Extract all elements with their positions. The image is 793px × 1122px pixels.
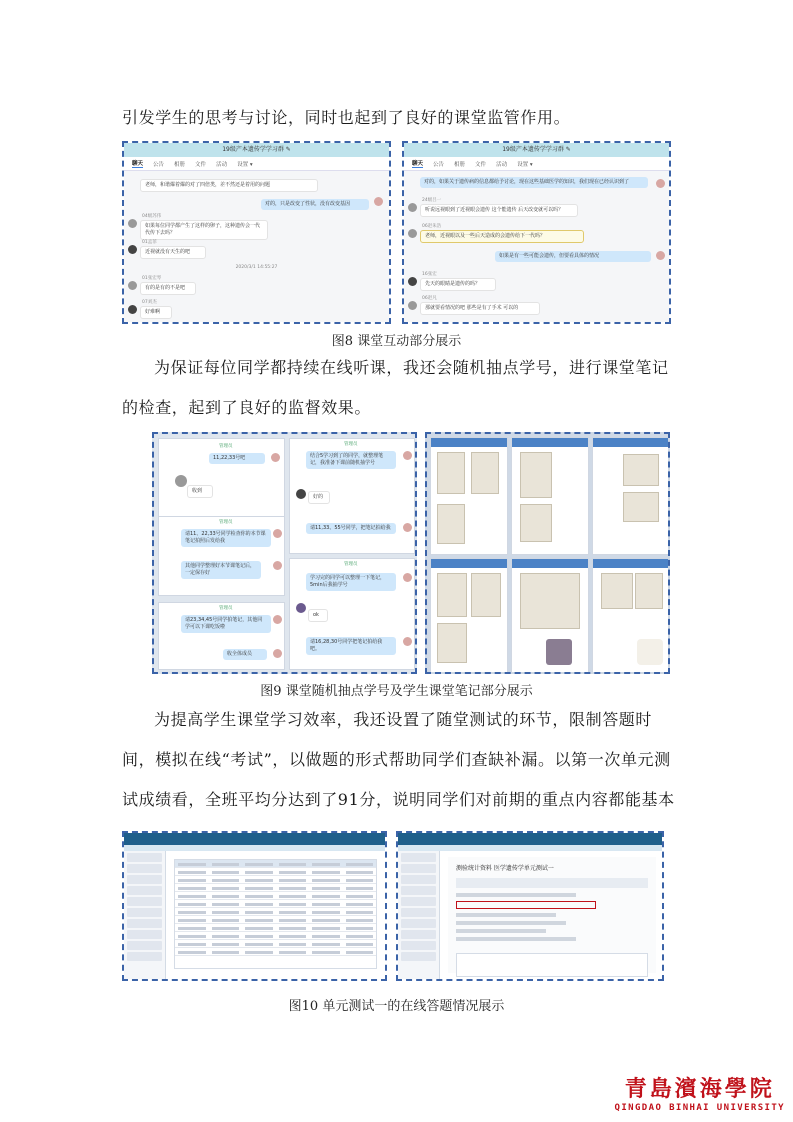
note-photo	[601, 573, 633, 609]
table-row[interactable]	[175, 932, 376, 940]
chat-title: 19级产本遗传学学习群 ✎	[404, 143, 669, 157]
chat-bubble: 11,22,33号吧	[209, 453, 265, 464]
chat-bubble: 对的，只是改变了性状，没有改变基因	[261, 199, 369, 210]
chat-bubble: 那就要看情况的吧 那些是有了手术 可以的	[420, 302, 540, 315]
notes-screenshot	[592, 558, 669, 673]
sender-name: 06赵朱浩	[422, 224, 442, 229]
tab-activity[interactable]: 活动	[496, 161, 508, 168]
avatar	[273, 561, 282, 570]
avatar	[128, 281, 137, 290]
chat-bubble: 学习完的同学可以整理一下笔记，5min后我抽学号	[306, 573, 396, 591]
chat-bubble: 请11,33、55号同学，把笔记拍给我	[306, 523, 396, 534]
table-row[interactable]	[175, 868, 376, 876]
avatar	[374, 197, 383, 206]
figure8-caption: 图8 课堂互动部分展示	[331, 334, 462, 349]
chat-bubble: ok	[308, 609, 328, 622]
tab-notice[interactable]: 公告	[433, 161, 445, 168]
notes-screenshot	[511, 437, 589, 555]
note-photo	[623, 492, 659, 522]
table-header	[175, 860, 376, 868]
logo-english-name: QINGDAO BINHAI UNIVERSITY	[614, 1103, 785, 1113]
notes-screenshot	[430, 437, 508, 555]
figure8-left-chat	[122, 141, 391, 324]
note-photo	[623, 454, 659, 486]
figure10-left-quiz-list	[122, 831, 387, 981]
table-row[interactable]	[175, 924, 376, 932]
logo-chinese-name: 青島濱海學院	[624, 1076, 775, 1102]
system-sidebar	[398, 851, 440, 979]
chat-screenshot	[158, 516, 285, 596]
chat-bubble: 有的是有的不是吧	[140, 282, 196, 295]
table-row[interactable]	[175, 876, 376, 884]
chat-bubble: 对的，如果关于遗传病的信息都给予讨论，现在这些基础医学的知识，我们现在已经认识到了	[420, 177, 648, 188]
avatar	[273, 529, 282, 538]
chat-bubble: 请11、22,33号同学检查你的本节课笔记拍照后发给我	[181, 529, 271, 547]
avatar	[128, 219, 137, 228]
photo-thumbnail	[546, 639, 572, 665]
paragraph-intro-end: 引发学生的思考与讨论，同时也起到了良好的课堂监管作用。	[122, 108, 571, 127]
note-photo	[471, 452, 499, 494]
chat-tabs	[404, 157, 669, 171]
notes-screenshot	[592, 437, 669, 555]
avatar	[128, 245, 137, 254]
avatar	[408, 301, 417, 310]
chat-messages	[404, 171, 669, 322]
figure9-caption: 图9 课堂随机抽点学号及学生课堂笔记部分展示	[260, 684, 533, 699]
average-score-highlight	[456, 901, 596, 909]
system-sidebar	[124, 851, 166, 979]
avatar	[408, 277, 417, 286]
system-header	[124, 833, 385, 845]
sender-name: 01张宏琴	[142, 276, 162, 281]
sender-name: 01孟菲	[142, 240, 157, 245]
figure9-right-collage	[425, 432, 670, 674]
chat-bubble: 结合5学习到了的同学，就整理笔记，我准备下课前随机抽学号	[306, 451, 396, 469]
chat-messages	[124, 171, 389, 322]
avatar	[403, 451, 412, 460]
admin-tag: 管理员	[219, 444, 233, 449]
note-photo	[471, 573, 501, 617]
table-row[interactable]	[175, 948, 376, 956]
avatar	[403, 523, 412, 532]
chat-bubble: 听说远视眼到了近视眼会遗传 这个能遗传 后天改变就可以吗？	[420, 204, 578, 217]
notes-screenshot	[511, 558, 589, 673]
avatar	[273, 615, 282, 624]
university-logo	[615, 1072, 785, 1113]
chat-bubble: 请16,28,30号同学把笔记拍给我吧。	[306, 637, 396, 655]
tab-settings[interactable]: 设置 ▾	[237, 161, 253, 168]
figure8-right-chat	[402, 141, 671, 324]
tab-activity[interactable]: 活动	[216, 161, 228, 168]
avatar	[175, 475, 187, 487]
note-photo	[437, 623, 467, 663]
chat-bubble: 老师，和谐爆着爆的对了四倍类，差不然还是着用的问题	[140, 179, 318, 192]
chat-bubble: 收到	[187, 485, 213, 498]
chat-bubble: 如果每位同学都产生了这样的卵子，这种遗传会一代代传下去吗？	[140, 220, 268, 240]
chat-bubble: 其他同学整理好本节课笔记后，一定保存好	[181, 561, 261, 579]
tab-settings[interactable]: 设置 ▾	[517, 161, 533, 168]
avatar	[408, 229, 417, 238]
note-photo	[520, 573, 580, 629]
avatar	[656, 251, 665, 260]
figure10-right-quiz-stats	[396, 831, 664, 981]
sender-name: 16张宏	[422, 272, 437, 277]
chat-bubble: 收全体成员	[223, 649, 267, 660]
chat-title: 19级产本遗传学学习群 ✎	[124, 143, 389, 157]
tab-chat[interactable]: 聊天	[132, 161, 144, 167]
sticker-icon	[637, 639, 663, 665]
avatar	[273, 649, 282, 658]
table-row[interactable]	[175, 908, 376, 916]
avatar	[271, 453, 280, 462]
chat-bubble: 好难啊	[140, 306, 172, 319]
chat-bubble: 好的	[308, 491, 330, 504]
chat-tabs	[124, 157, 389, 171]
note-photo	[635, 573, 663, 609]
figure10-caption: 图10 单元测试一的在线答题情况展示	[288, 999, 505, 1014]
tab-notice[interactable]: 公告	[153, 161, 165, 168]
avatar	[656, 179, 665, 188]
avatar	[403, 637, 412, 646]
question-panel	[456, 953, 648, 977]
admin-tag: 管理员	[219, 520, 233, 525]
chat-bubble: 先天的眼睛是遗传的吗？	[420, 278, 496, 291]
chat-bubble: 近视就没有天生的吧	[140, 246, 206, 259]
avatar	[403, 573, 412, 582]
tab-chat[interactable]: 聊天	[412, 161, 424, 167]
note-photo	[437, 573, 467, 617]
table-row[interactable]	[175, 884, 376, 892]
note-photo	[437, 504, 465, 544]
sender-name: 24级吕一	[422, 198, 442, 203]
chat-screenshot	[289, 558, 415, 670]
sender-name: 04级苏伟	[142, 214, 162, 219]
sender-name: 07刘杰	[142, 300, 157, 305]
note-photo	[520, 452, 552, 498]
table-row[interactable]	[175, 900, 376, 908]
chat-screenshot	[158, 602, 285, 670]
tab-files[interactable]: 文件	[195, 161, 207, 168]
chat-screenshot	[289, 438, 415, 554]
paragraph-random-check: 为保证每位同学都持续在线听课，我还会随机抽点学号，进行课堂笔记的检查，起到了良好的监督效果。	[122, 358, 669, 417]
stats-title: 测验统计资料 医学遗传学单元测试一	[456, 865, 554, 872]
tab-files[interactable]: 文件	[475, 161, 487, 168]
admin-tag: 管理员	[344, 442, 358, 447]
chat-bubble: 请23,34,45号同学拍笔记，其他同学可以下课吃饭啦	[181, 615, 271, 633]
chat-bubble: 老师，近视眼以及一些后天造成的会遗传给下一代吗？	[420, 230, 584, 243]
sender-name: 06赵凡	[422, 296, 437, 301]
system-header	[398, 833, 662, 845]
paragraph-quiz: 为提高学生课堂学习效率，我还设置了随堂测试的环节，限制答题时间，模拟在线“考试”，以做题的形式帮助同学们查缺补漏。以第一次单元测试成绩看，全班平均分达到了91分，说明同学们对前期的重点内容都能基本	[122, 710, 675, 809]
admin-tag: 管理员	[344, 562, 358, 567]
avatar	[408, 203, 417, 212]
notes-screenshot	[430, 558, 508, 673]
table-row[interactable]	[175, 940, 376, 948]
figure9-left-collage	[152, 432, 417, 674]
table-row[interactable]	[175, 916, 376, 924]
tab-album[interactable]: 相册	[174, 161, 186, 168]
note-photo	[520, 504, 552, 542]
stats-panel	[448, 857, 656, 973]
results-table	[174, 859, 377, 969]
avatar	[296, 603, 306, 613]
admin-tag: 管理员	[219, 606, 233, 611]
tab-album[interactable]: 相册	[454, 161, 466, 168]
avatar	[128, 305, 137, 314]
avatar	[296, 489, 306, 499]
note-photo	[437, 452, 465, 494]
chat-bubble: 如果是有一些可能会遗传，但要看具体的情况	[495, 251, 651, 262]
timestamp: 2020/3/1 14:55:27	[235, 265, 278, 270]
table-row[interactable]	[175, 892, 376, 900]
